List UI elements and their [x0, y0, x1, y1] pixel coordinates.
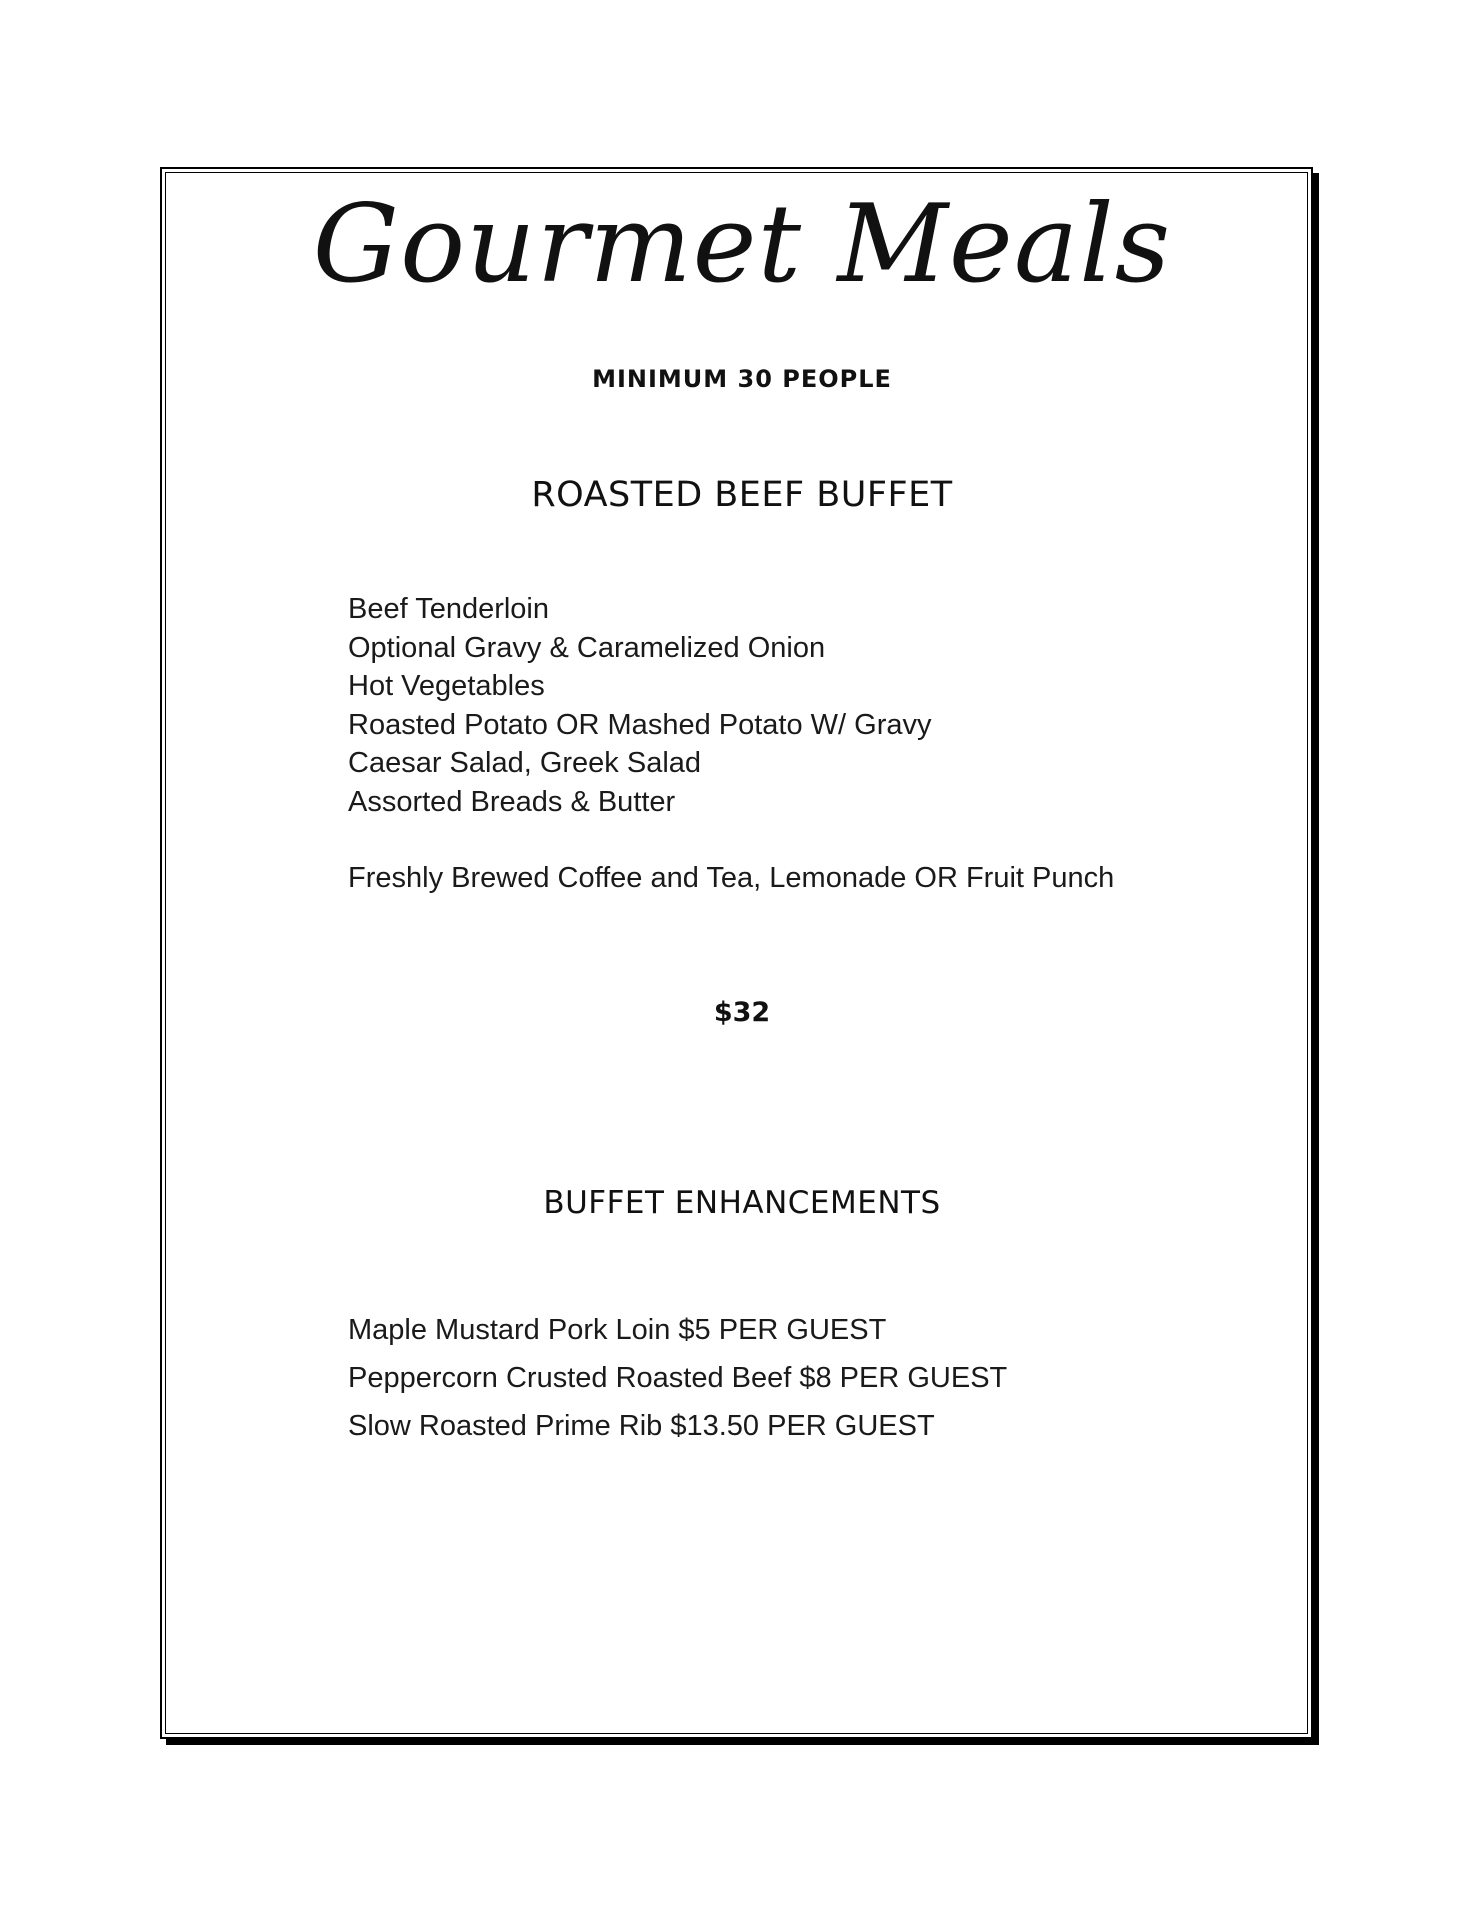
enhancement-item: Peppercorn Crusted Roasted Beef $8 PER GUEST: [348, 1362, 1008, 1394]
minimum-guests-note: MINIMUM 30 PEOPLE: [592, 365, 892, 393]
enhancements-heading: BUFFET ENHANCEMENTS: [543, 1185, 941, 1221]
buffet-item: Assorted Breads & Butter: [348, 785, 676, 818]
buffet-item: Hot Vegetables: [348, 670, 545, 702]
enhancement-item: Maple Mustard Pork Loin $5 PER GUEST: [348, 1314, 887, 1346]
enhancement-item: Slow Roasted Prime Rib $13.50 PER GUEST: [348, 1410, 935, 1442]
buffet-price: $32: [713, 997, 771, 1028]
enhancements-list: [348, 1306, 1007, 1450]
buffet-item: Beef Tenderloin: [348, 593, 550, 625]
menu-title: Gourmet Meals: [312, 182, 1172, 307]
buffet-heading: ROASTED BEEF BUFFET: [531, 475, 953, 515]
buffet-item: Optional Gravy & Caramelized Onion: [348, 631, 826, 664]
menu-border-frame: [160, 167, 1313, 1739]
buffet-drinks: Freshly Brewed Coffee and Tea, Lemonade OR Fruit Punch: [348, 862, 1115, 894]
buffet-item: Roasted Potato OR Mashed Potato W/ Gravy: [348, 708, 932, 741]
buffet-item: Caesar Salad, Greek Salad: [348, 747, 702, 779]
buffet-items-list: [348, 590, 931, 821]
